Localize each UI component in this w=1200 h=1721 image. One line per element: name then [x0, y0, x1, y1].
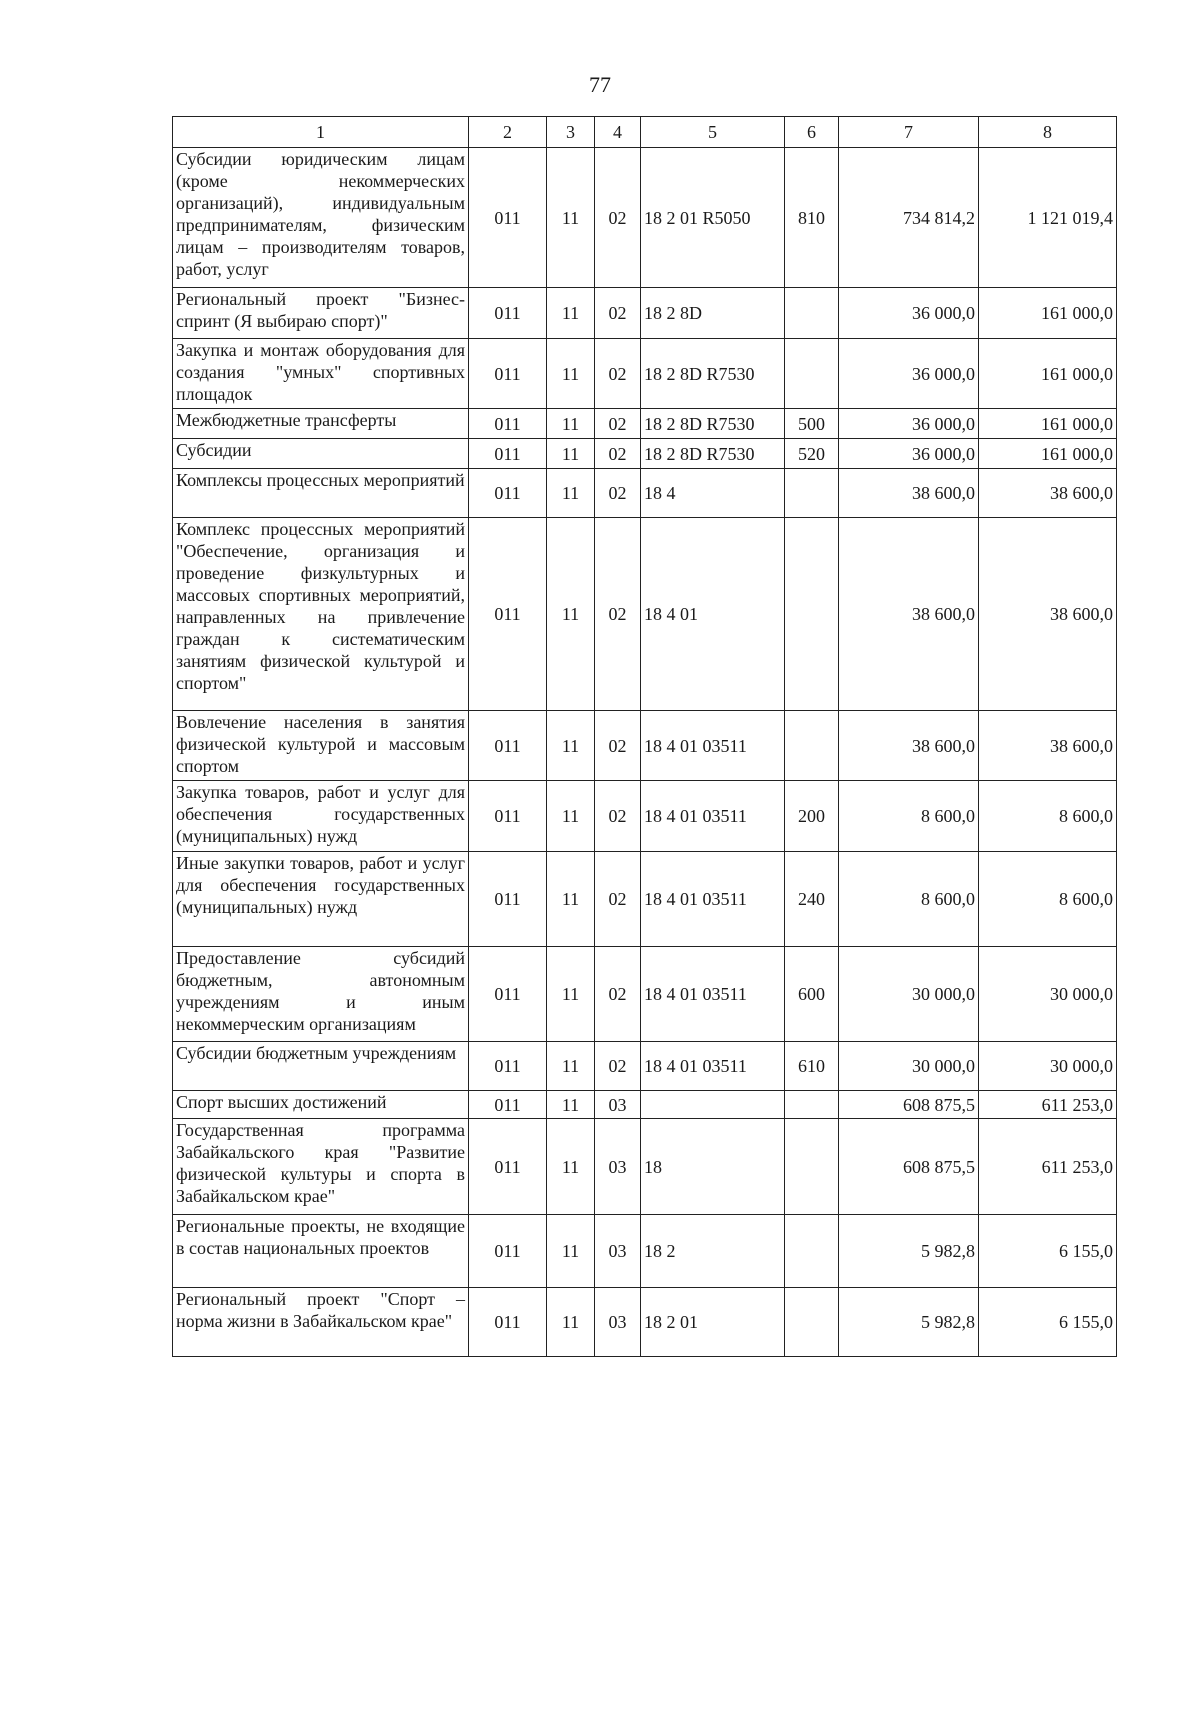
cell-adm: 011 [469, 469, 547, 518]
cell-sub: 02 [595, 852, 641, 947]
cell-adm: 011 [469, 439, 547, 469]
cell-value-1: 8 600,0 [839, 781, 979, 852]
cell-sub: 02 [595, 947, 641, 1042]
cell-adm: 011 [469, 288, 547, 339]
cell-target [641, 1091, 785, 1119]
row-name: Спорт высших достижений [173, 1091, 469, 1119]
cell-value-1: 608 875,5 [839, 1119, 979, 1215]
cell-type [785, 711, 839, 781]
cell-type [785, 339, 839, 409]
row-name: Субсидии юридическим лицам (кроме некоммерческих организаций), индивидуальным предпринимателям, физическим лицам – производителям товаров, работ, услуг [173, 148, 469, 288]
header-cell: 6 [785, 117, 839, 148]
table-row [173, 148, 1117, 288]
header-cell: 7 [839, 117, 979, 148]
cell-target: 18 4 01 03511 [641, 711, 785, 781]
cell-sub: 02 [595, 781, 641, 852]
table-row [173, 781, 1117, 852]
cell-type [785, 1288, 839, 1357]
row-name: Комплекс процессных мероприятий "Обеспечение, организация и проведение физкультурных и массовых спортивных мероприятий, направленных на привлечение граждан к систематическим занятиям физической культурой и спортом" [173, 518, 469, 711]
cell-sec: 11 [547, 1091, 595, 1119]
cell-type: 600 [785, 947, 839, 1042]
cell-value-2: 8 600,0 [979, 852, 1117, 947]
row-name: Межбюджетные трансферты [173, 409, 469, 439]
cell-value-2: 6 155,0 [979, 1215, 1117, 1288]
cell-sub: 02 [595, 469, 641, 518]
cell-target: 18 4 01 03511 [641, 1042, 785, 1091]
cell-adm: 011 [469, 339, 547, 409]
cell-sub: 03 [595, 1119, 641, 1215]
cell-sub: 02 [595, 711, 641, 781]
header-cell: 5 [641, 117, 785, 148]
cell-value-1: 36 000,0 [839, 409, 979, 439]
cell-target: 18 [641, 1119, 785, 1215]
row-name: Региональный проект "Спорт – норма жизни в Забайкальском крае" [173, 1288, 469, 1357]
table-row [173, 339, 1117, 409]
cell-value-1: 8 600,0 [839, 852, 979, 947]
cell-target: 18 2 01 R5050 [641, 148, 785, 288]
cell-value-1: 36 000,0 [839, 288, 979, 339]
cell-sec: 11 [547, 288, 595, 339]
table-row [173, 469, 1117, 518]
row-name: Комплексы процессных мероприятий [173, 469, 469, 518]
table-row [173, 288, 1117, 339]
cell-adm: 011 [469, 148, 547, 288]
cell-type: 610 [785, 1042, 839, 1091]
cell-value-2: 38 600,0 [979, 518, 1117, 711]
row-name: Региональный проект "Бизнес-спринт (Я выбираю спорт)" [173, 288, 469, 339]
cell-target: 18 4 01 03511 [641, 852, 785, 947]
cell-sub: 02 [595, 288, 641, 339]
table-row [173, 1042, 1117, 1091]
cell-value-2: 161 000,0 [979, 409, 1117, 439]
cell-sub: 03 [595, 1215, 641, 1288]
cell-adm: 011 [469, 409, 547, 439]
cell-sec: 11 [547, 947, 595, 1042]
cell-sec: 11 [547, 1288, 595, 1357]
cell-sec: 11 [547, 339, 595, 409]
table-row [173, 409, 1117, 439]
row-name: Закупка товаров, работ и услуг для обеспечения государственных (муниципальных) нужд [173, 781, 469, 852]
cell-target: 18 2 8D R7530 [641, 439, 785, 469]
page-number: 77 [589, 72, 611, 97]
row-name: Закупка и монтаж оборудования для создания "умных" спортивных площадок [173, 339, 469, 409]
cell-adm: 011 [469, 1288, 547, 1357]
cell-value-2: 161 000,0 [979, 339, 1117, 409]
cell-value-2: 6 155,0 [979, 1288, 1117, 1357]
cell-sec: 11 [547, 469, 595, 518]
cell-value-2: 611 253,0 [979, 1091, 1117, 1119]
cell-value-2: 30 000,0 [979, 947, 1117, 1042]
cell-sub: 02 [595, 439, 641, 469]
cell-adm: 011 [469, 518, 547, 711]
cell-sec: 11 [547, 1119, 595, 1215]
table-row [173, 1215, 1117, 1288]
table-row [173, 852, 1117, 947]
cell-target: 18 2 01 [641, 1288, 785, 1357]
cell-target: 18 4 01 [641, 518, 785, 711]
cell-value-2: 38 600,0 [979, 469, 1117, 518]
cell-value-1: 38 600,0 [839, 469, 979, 518]
cell-sec: 11 [547, 1215, 595, 1288]
cell-adm: 011 [469, 711, 547, 781]
cell-sec: 11 [547, 409, 595, 439]
cell-type [785, 518, 839, 711]
table-row [173, 1288, 1117, 1357]
cell-adm: 011 [469, 1215, 547, 1288]
row-name: Иные закупки товаров, работ и услуг для обеспечения государственных (муниципальных) нужд [173, 852, 469, 947]
cell-type: 240 [785, 852, 839, 947]
cell-sec: 11 [547, 1042, 595, 1091]
cell-value-2: 161 000,0 [979, 439, 1117, 469]
cell-adm: 011 [469, 1091, 547, 1119]
cell-type: 520 [785, 439, 839, 469]
table-body [173, 148, 1117, 1357]
cell-type [785, 1215, 839, 1288]
cell-target: 18 4 01 03511 [641, 781, 785, 852]
cell-sec: 11 [547, 439, 595, 469]
row-name: Государственная программа Забайкальского края "Развитие физической культуры и спорта в Забайкальском крае" [173, 1119, 469, 1215]
cell-sub: 02 [595, 1042, 641, 1091]
cell-value-2: 1 121 019,4 [979, 148, 1117, 288]
cell-type [785, 1091, 839, 1119]
header-cell: 4 [595, 117, 641, 148]
cell-adm: 011 [469, 947, 547, 1042]
cell-type [785, 288, 839, 339]
cell-sub: 03 [595, 1091, 641, 1119]
cell-target: 18 4 [641, 469, 785, 518]
table-row [173, 1091, 1117, 1119]
cell-value-2: 30 000,0 [979, 1042, 1117, 1091]
cell-value-1: 608 875,5 [839, 1091, 979, 1119]
cell-sub: 03 [595, 1288, 641, 1357]
cell-value-1: 36 000,0 [839, 439, 979, 469]
table-header [173, 117, 1117, 148]
cell-value-2: 161 000,0 [979, 288, 1117, 339]
cell-target: 18 4 01 03511 [641, 947, 785, 1042]
cell-type: 500 [785, 409, 839, 439]
cell-value-1: 30 000,0 [839, 947, 979, 1042]
cell-adm: 011 [469, 852, 547, 947]
cell-sub: 02 [595, 148, 641, 288]
cell-type [785, 1119, 839, 1215]
cell-sec: 11 [547, 148, 595, 288]
table-row [173, 1119, 1117, 1215]
row-name: Региональные проекты, не входящие в состав национальных проектов [173, 1215, 469, 1288]
cell-target: 18 2 8D [641, 288, 785, 339]
cell-value-1: 5 982,8 [839, 1215, 979, 1288]
cell-value-1: 734 814,2 [839, 148, 979, 288]
cell-sub: 02 [595, 518, 641, 711]
table-row [173, 439, 1117, 469]
cell-value-2: 8 600,0 [979, 781, 1117, 852]
cell-sub: 02 [595, 339, 641, 409]
row-name: Вовлечение населения в занятия физической культурой и массовым спортом [173, 711, 469, 781]
header-row [173, 117, 1117, 148]
row-name: Предоставление субсидий бюджетным, автономным учреждениям и иным некоммерческим организациям [173, 947, 469, 1042]
cell-target: 18 2 [641, 1215, 785, 1288]
cell-value-1: 30 000,0 [839, 1042, 979, 1091]
cell-adm: 011 [469, 1119, 547, 1215]
table-row [173, 947, 1117, 1042]
cell-value-1: 38 600,0 [839, 711, 979, 781]
cell-value-1: 38 600,0 [839, 518, 979, 711]
cell-value-1: 36 000,0 [839, 339, 979, 409]
header-cell: 2 [469, 117, 547, 148]
budget-table [172, 116, 1117, 1357]
header-cell: 8 [979, 117, 1117, 148]
cell-value-1: 5 982,8 [839, 1288, 979, 1357]
cell-type: 200 [785, 781, 839, 852]
cell-sec: 11 [547, 781, 595, 852]
cell-type: 810 [785, 148, 839, 288]
table-row [173, 518, 1117, 711]
row-name: Субсидии бюджетным учреждениям [173, 1042, 469, 1091]
table-row [173, 711, 1117, 781]
cell-adm: 011 [469, 781, 547, 852]
cell-value-2: 611 253,0 [979, 1119, 1117, 1215]
header-cell: 1 [173, 117, 469, 148]
row-name: Субсидии [173, 439, 469, 469]
cell-sec: 11 [547, 852, 595, 947]
cell-type [785, 469, 839, 518]
cell-sub: 02 [595, 409, 641, 439]
cell-sec: 11 [547, 518, 595, 711]
header-cell: 3 [547, 117, 595, 148]
cell-value-2: 38 600,0 [979, 711, 1117, 781]
cell-target: 18 2 8D R7530 [641, 339, 785, 409]
cell-adm: 011 [469, 1042, 547, 1091]
cell-sec: 11 [547, 711, 595, 781]
cell-target: 18 2 8D R7530 [641, 409, 785, 439]
